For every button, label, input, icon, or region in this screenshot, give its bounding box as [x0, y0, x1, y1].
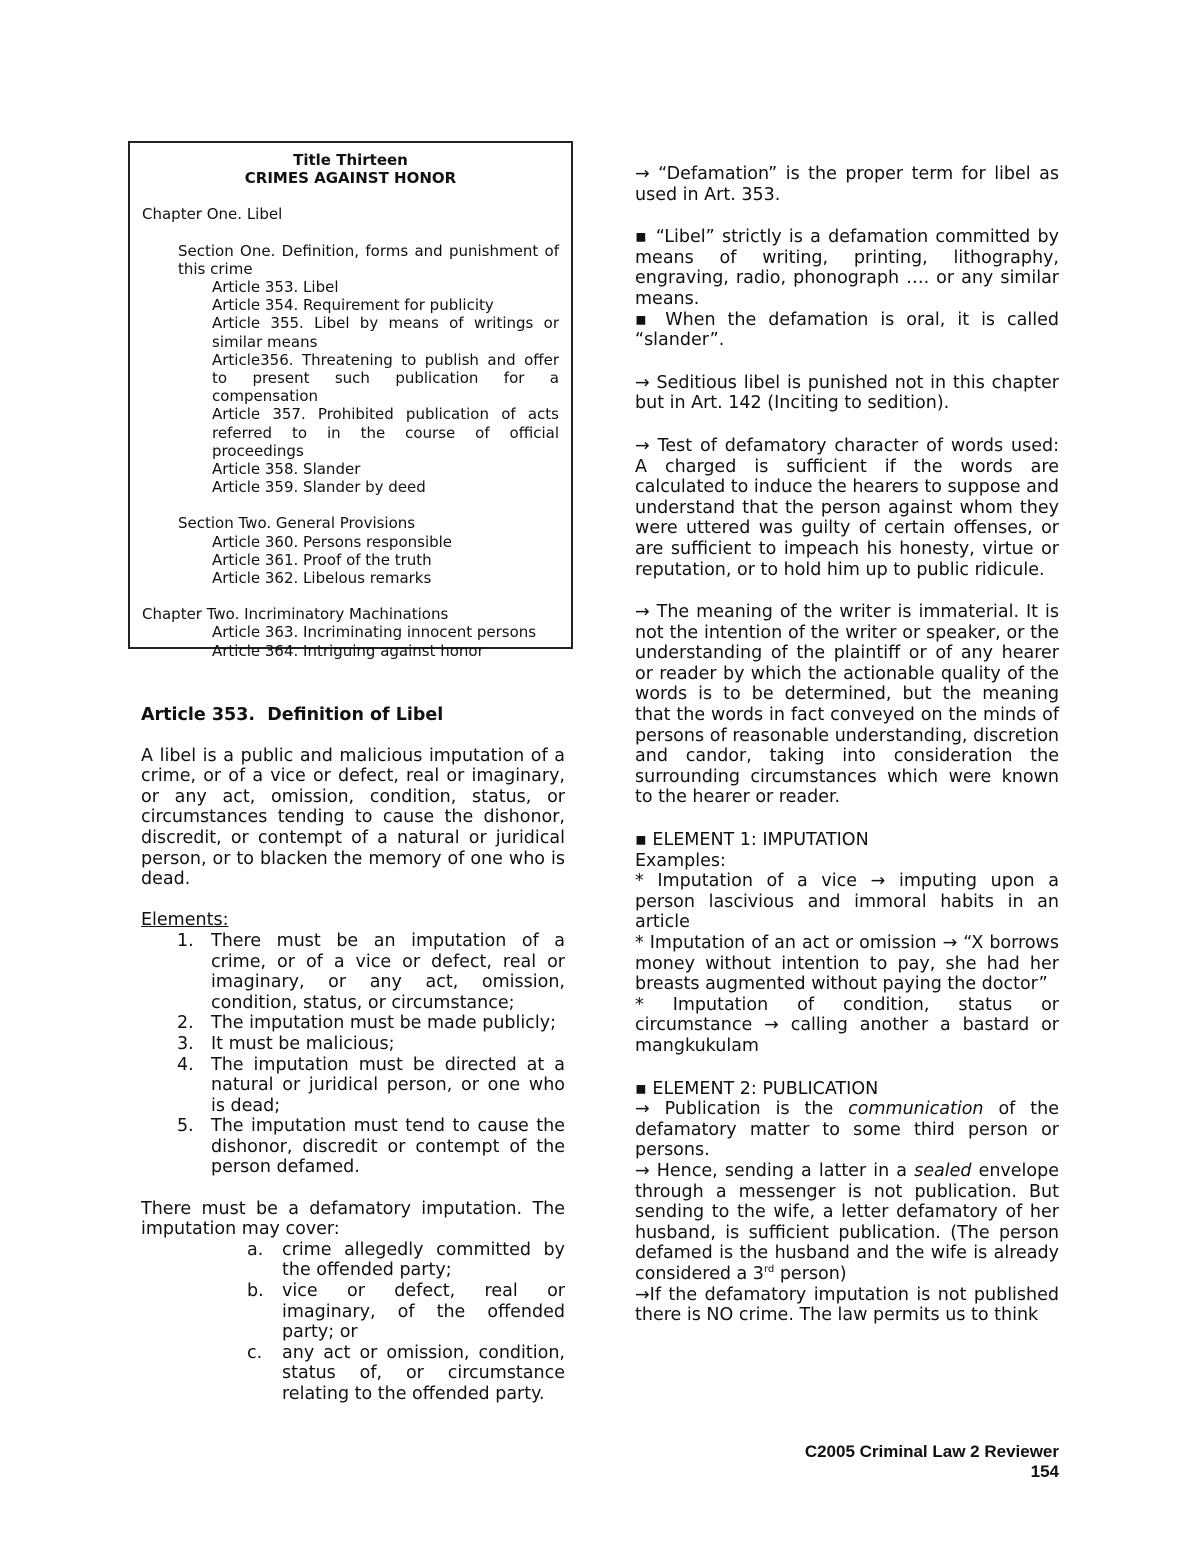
- sealed-envelope-note: → Hence, sending a latter in a sealed envelope through a messenger is not publication. But sending to the wife, a letter defamatory of her husband, is sufficient publication. (The person defamed is the husband and the wife is already considered a 3rd person): [635, 1160, 1059, 1284]
- elements-label: Elements:: [141, 910, 229, 931]
- table-of-contents-box: [128, 141, 573, 660]
- cover-list: [141, 1240, 565, 1405]
- defamation-note: → “Defamation” is the proper term for libel as used in Art. 353.: [635, 164, 1059, 205]
- toc-chapter-two: Chapter Two. Incriminatory Machinations: [142, 605, 449, 624]
- writer-meaning-note: → The meaning of the writer is immaterial. It is not the intention of the writer or speaker, or the understanding of the plaintiff or of any hearer or reader by which the actionable quality of the words is to be determined, but the meaning that the words in fact conveyed on the minds of persons of reasonable understanding, discretion and candor, taking into consideration the surrounding circumstances which were known to the hearer or reader.: [635, 602, 1059, 808]
- toc-article: Article 361. Proof of the truth: [212, 550, 432, 569]
- toc-article: Article 363. Incriminating innocent persons: [212, 623, 537, 642]
- toc-article: Article 362. Libelous remarks: [212, 569, 432, 588]
- toc-article: Article 364. Intriguing against honor: [212, 641, 484, 660]
- list-item: 1. There must be an imputation of a crime, or of a vice or defect, real or imaginary, or any act, omission, condition, status, or circumstance;: [177, 930, 565, 1013]
- right-column: [635, 164, 1059, 1326]
- article-heading: Article 353. Definition of Libel: [141, 705, 444, 725]
- publication-definition: → Publication is the communication of the defamatory matter to some third person or persons.: [635, 1099, 1059, 1161]
- libel-strict-note: ▪ “Libel” strictly is a defamation committed by means of writing, printing, lithography, engraving, radio, phonograph …. or any similar means.: [635, 227, 1059, 309]
- toc-section-one: Section One. Definition, forms and punishment of this crime: [178, 241, 559, 278]
- toc-article: Article356. Threatening to publish and offer to present such publication for a compensation: [212, 350, 559, 406]
- toc-chapter-one: Chapter One. Libel: [142, 205, 283, 224]
- example-item: * Imputation of an act or omission → “X borrows money without intention to pay, she had her breasts augmented without paying the doctor”: [635, 933, 1059, 995]
- toc-article: Article 358. Slander: [212, 460, 361, 479]
- page-footer: [805, 1442, 1059, 1482]
- toc-article: Article 359. Slander by deed: [212, 478, 426, 497]
- toc-article: Article 353. Libel: [212, 278, 339, 297]
- imputation-cover-intro: There must be a defamatory imputation. The imputation may cover:: [141, 1198, 565, 1240]
- libel-definition: A libel is a public and malicious imputation of a crime, or of a vice or defect, real or imaginary, or any act, omission, condition, status, or circumstances tending to cause the dishonor, discredit, or contempt of a natural or juridical person, or to blacken the memory of one who is dead.: [141, 745, 565, 890]
- list-item: 5. The imputation must tend to cause the dishonor, discredit or contempt of the person defamed.: [177, 1116, 565, 1178]
- list-item: 2. The imputation must be made publicly;: [177, 1013, 556, 1034]
- list-item: b. vice or defect, real or imaginary, of the offended party; or: [247, 1281, 565, 1343]
- defamatory-test-note: → Test of defamatory character of words used: A charged is sufficient if the words are calculated to induce the hearers to suppose and understand that the person against whom they were uttered was guilty of certain offenses, or are sufficient to impeach his honesty, virtue or reputation, or to hold him up to public ridicule.: [635, 435, 1059, 580]
- toc-article: Article 357. Prohibited publication of acts referred to in the course of official proceedings: [212, 405, 559, 460]
- toc-article: Article 360. Persons responsible: [212, 532, 453, 551]
- list-item: 3. It must be malicious;: [177, 1033, 395, 1054]
- element-2-heading: ▪ ELEMENT 2: PUBLICATION: [635, 1078, 879, 1099]
- no-crime-note: →If the defamatory imputation is not published there is NO crime. The law permits us to think: [635, 1284, 1059, 1326]
- toc-article: Article 354. Requirement for publicity: [212, 296, 494, 315]
- seditious-libel-note: → Seditious libel is punished not in this chapter but in Art. 142 (Inciting to sedition).: [635, 372, 1059, 414]
- toc-section-two: Section Two. General Provisions: [178, 514, 416, 533]
- list-item: c. any act or omission, condition, status of, or circumstance relating to the offended party.: [247, 1342, 565, 1404]
- toc-title: Title Thirteen: [293, 151, 408, 169]
- left-column: [141, 705, 565, 1405]
- toc-article: Article 355. Libel by means of writings or similar means: [212, 314, 559, 351]
- list-item: 4. The imputation must be directed at a natural or juridical person, or one who is dead;: [177, 1054, 565, 1116]
- slander-note: ▪ When the defamation is oral, it is called “slander”.: [635, 309, 1059, 351]
- examples-label: Examples:: [635, 850, 726, 871]
- footer-title: C2005 Criminal Law 2 Reviewer: [804, 1442, 1059, 1461]
- toc-subtitle: CRIMES AGAINST HONOR: [244, 169, 457, 188]
- element-1-heading: ▪ ELEMENT 1: IMPUTATION: [635, 830, 869, 851]
- page-number: 154: [1030, 1462, 1059, 1481]
- example-item: * Imputation of a vice → imputing upon a person lascivious and immoral habits in an article: [635, 871, 1059, 933]
- example-item: * Imputation of condition, status or circumstance → calling another a bastard or mangkukulam: [635, 994, 1059, 1056]
- elements-list: [141, 931, 565, 1178]
- list-item: a. crime allegedly committed by the offended party;: [247, 1239, 565, 1281]
